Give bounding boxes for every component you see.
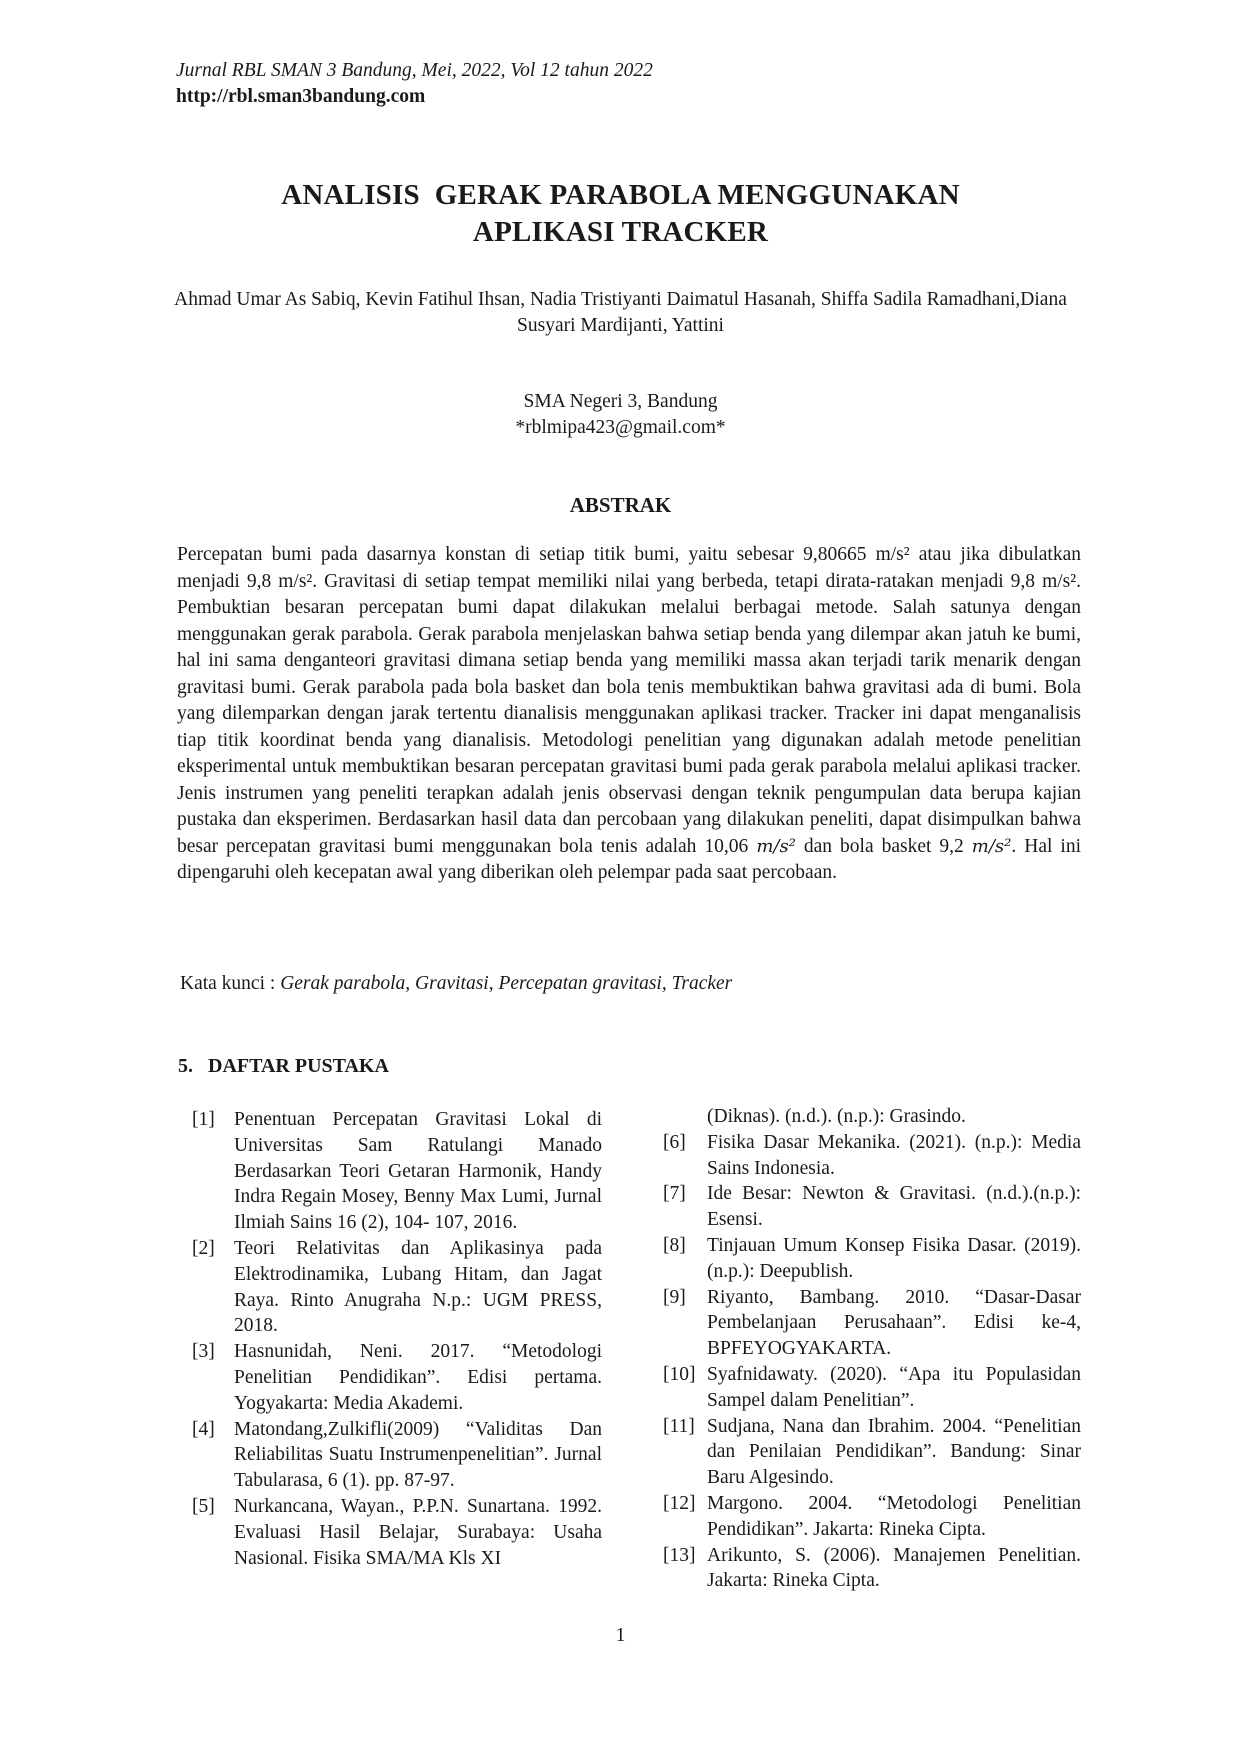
reference-text: Syafnidawaty. (2020). “Apa itu Populasidan Sampel dalam Penelitian”.: [707, 1363, 1081, 1411]
section-title: DAFTAR PUSTAKA: [208, 1055, 389, 1077]
keywords-label: Kata kunci :: [180, 973, 281, 994]
journal-citation: Jurnal RBL SMAN 3 Bandung, Mei, 2022, Vol 12 tahun 2022: [176, 60, 653, 81]
reference-number: [8]: [663, 1234, 686, 1256]
reference-number: [1]: [192, 1109, 215, 1130]
abstract-part-1: Percepatan bumi pada dasarnya konstan di setiap titik bumi, yaitu sebesar 9,80665 m/s² atau jika dibulatkan menjadi 9,8 m/s². Gravitasi di setiap tempat memiliki nilai yang berbeda, tetapi dirata-ratakan menjadi 9,8 m/s². Pembuktian besaran percepatan bumi dapat dilakukan melalui berbagai metode. Salah satunya dengan menggunakan gerak parabola. Gerak parabola menjelaskan bahwa setiap benda yang dilempar akan jatuh ke bumi, hal ini sama denganteori gravitasi dimana setiap benda yang memiliki massa akan terjadi tarik menarik dengan gravitasi bumi. Gerak parabola pada bola basket dan bola tenis membuktikan bahwa gravitasi ada di bumi. Bola yang dilemparkan dengan jarak tertentu dianalisis menggunakan aplikasi tracker. Tracker ini dapat menganalisis tiap titik koordinat benda yang dianalisis. Metodologi penelitian yang digunakan adalah metode penelitian eksperimental untuk membuktikan besaran percepatan gravitasi bumi pada gerak parabola melalui aplikasi tracker. Jenis instrumen yang peneliti terapkan adalah jenis observasi dengan teknik pengumpulan data berupa kajian pustaka dan eksperimen. Berdasarkan hasil data dan percobaan yang dilakukan peneliti, dapat disimpulkan bahwa besar percepatan gravitasi bumi menggunakan bola tenis adalah 10,06: [177, 544, 1081, 857]
reference-item: [192, 1494, 602, 1571]
abstract-part-2: dan bola basket 9,2: [795, 835, 972, 857]
reference-continuation: (Diknas). (n.d.). (n.p.): Grasindo.: [707, 1106, 966, 1127]
reference-item: [663, 1543, 1081, 1595]
reference-number: [10]: [663, 1363, 696, 1385]
reference-text: Fisika Dasar Mekanika. (2021). (n.p.): Media Sains Indonesia.: [707, 1131, 1081, 1179]
reference-text: Nurkancana, Wayan., P.P.N. Sunartana. 1992. Evaluasi Hasil Belajar, Surabaya: Usaha Nasional. Fisika SMA/MA Kls XI: [234, 1495, 602, 1569]
reference-number: [5]: [192, 1495, 215, 1517]
reference-item: [663, 1181, 1081, 1233]
reference-text: Penentuan Percepatan Gravitasi Lokal di Universitas Sam Ratulangi Manado Berdasarkan Teori Getaran Harmonik, Handy Indra Regain Mosey, Benny Max Lumi, Jurnal Ilmiah Sains 16 (2), 104- 107, 2016.: [234, 1109, 602, 1234]
reference-number: [7]: [663, 1183, 686, 1205]
reference-text: Matondang,Zulkifli(2009) “Validitas Dan Reliabilitas Suatu Instrumenpenelitian”. Jurnal Tabularasa, 6 (1). pp. 87-97.: [234, 1418, 602, 1492]
reference-text: Sudjana, Nana dan Ibrahim. 2004. “Penelitian dan Penilaian Pendidikan”. Bandung: Sinar Baru Algesindo.: [707, 1415, 1081, 1489]
keywords-values: Gerak parabola, Gravitasi, Percepatan gravitasi, Tracker: [280, 973, 733, 994]
section-number: 5.: [178, 1055, 193, 1077]
references-column-right: [663, 1104, 1081, 1594]
keywords: [180, 971, 732, 997]
reference-text: Teori Relativitas dan Aplikasinya pada Elektrodinamika, Lubang Hitam, dan Jagat Raya. Rinto Anugraha N.p.: UGM PRESS, 2018.: [234, 1237, 602, 1337]
institution: SMA Negeri 3, Bandung: [523, 391, 718, 412]
reference-number: [2]: [192, 1237, 215, 1259]
reference-text: Tinjauan Umum Konsep Fisika Dasar. (2019). (n.p.): Deepublish.: [707, 1234, 1081, 1282]
abstract-part-3: . Hal ini dipengaruhi oleh kecepatan awal yang diberikan oleh pelempar pada saat percobaan.: [177, 835, 1081, 883]
references-column-left: [192, 1107, 602, 1571]
reference-text: Arikunto, S. (2006). Manajemen Penelitian. Jakarta: Rineka Cipta.: [707, 1544, 1081, 1592]
title-line-1: ANALISIS GERAK PARABOLA MENGGUNAKAN: [281, 179, 960, 211]
reference-text: Ide Besar: Newton & Gravitasi. (n.d.).(n.p.): Esensi.: [707, 1183, 1081, 1231]
unit-acceleration: m/s²: [756, 835, 796, 857]
reference-item: [192, 1107, 602, 1236]
affiliation: [0, 389, 1241, 441]
reference-item: [663, 1491, 1081, 1543]
abstract-text: [177, 542, 1081, 887]
references-heading: [178, 1053, 389, 1079]
reference-number: [12]: [663, 1492, 696, 1514]
abstract-heading: ABSTRAK: [569, 493, 672, 517]
reference-text: Margono. 2004. “Metodologi Penelitian Pendidikan”. Jakarta: Rineka Cipta.: [707, 1492, 1081, 1540]
reference-item: [192, 1417, 602, 1494]
title-line-2: APLIKASI TRACKER: [472, 216, 769, 248]
author-list: Ahmad Umar As Sabiq, Kevin Fatihul Ihsan, Nadia Tristiyanti Daimatul Hasanah, Shiffa Sadila Ramadhani,Diana Susyari Mardijanti, Yattini: [174, 289, 1067, 336]
reference-text: Riyanto, Bambang. 2010. “Dasar-Dasar Pembelanjaan Perusahaan”. Edisi ke-4, BPFEYOGYAKARTA.: [707, 1286, 1081, 1360]
contact-email: *rblmipa423@gmail.com*: [515, 417, 726, 438]
reference-item: [192, 1339, 602, 1416]
reference-number: [6]: [663, 1131, 686, 1153]
reference-number: [4]: [192, 1418, 215, 1440]
reference-item: [663, 1362, 1081, 1414]
reference-item: [663, 1233, 1081, 1285]
reference-item: [663, 1285, 1081, 1362]
reference-number: [13]: [663, 1544, 696, 1566]
reference-number: [11]: [663, 1415, 695, 1437]
reference-number: [9]: [663, 1286, 686, 1308]
reference-text: Hasnunidah, Neni. 2017. “Metodologi Penelitian Pendidikan”. Edisi pertama. Yogyakarta: Media Akademi.: [234, 1341, 602, 1414]
journal-url: http://rbl.sman3bandung.com: [176, 86, 426, 107]
paper-title: [0, 177, 1241, 251]
reference-number: [3]: [192, 1341, 215, 1363]
unit-acceleration: m/s²: [971, 835, 1012, 857]
page-number: 1: [615, 1625, 626, 1646]
reference-item: [663, 1130, 1081, 1182]
reference-item: [663, 1414, 1081, 1491]
reference-item: [192, 1236, 602, 1339]
